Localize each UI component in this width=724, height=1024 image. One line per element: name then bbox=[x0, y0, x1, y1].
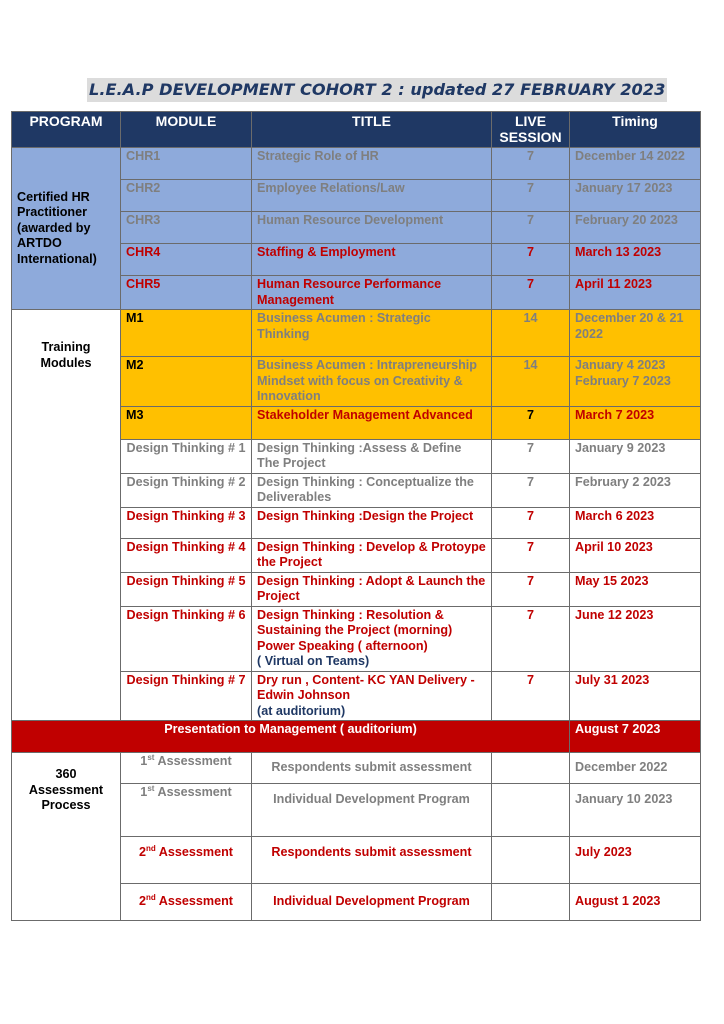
title-cell: Business Acumen : Intrapreneurship Mindset with focus on Creativity & Innovation bbox=[252, 357, 492, 407]
module-cell: CHR3 bbox=[121, 212, 252, 244]
assessment-sup: nd bbox=[145, 843, 156, 853]
timing-cell: April 10 2023 bbox=[570, 538, 701, 572]
module-cell: CHR1 bbox=[121, 148, 252, 180]
title-cell: Design Thinking : Develop & Protoype the Project bbox=[252, 538, 492, 572]
header-module: MODULE bbox=[121, 112, 252, 148]
program-chr: Certified HR Practitioner (awarded by ARTDO International) bbox=[12, 148, 121, 310]
title-cell: Employee Relations/Law bbox=[252, 180, 492, 212]
title-cell: Design Thinking : Adopt & Launch the Project bbox=[252, 572, 492, 606]
presentation-timing: August 7 2023 bbox=[570, 721, 701, 753]
title-cell: Human Resource Development bbox=[252, 212, 492, 244]
program-training: Training Modules bbox=[12, 310, 121, 721]
timing-cell: August 1 2023 bbox=[570, 884, 701, 921]
title-note: ( Virtual on Teams) bbox=[257, 654, 370, 668]
assessment-num: 1 bbox=[140, 754, 148, 768]
assessment-label bbox=[121, 753, 252, 784]
timing-cell: July 31 2023 bbox=[570, 671, 701, 721]
header-program: PROGRAM bbox=[12, 112, 121, 148]
session-cell: 7 bbox=[492, 538, 570, 572]
timing-cell: May 15 2023 bbox=[570, 572, 701, 606]
timing-cell: April 11 2023 bbox=[570, 276, 701, 310]
module-cell: CHR4 bbox=[121, 244, 252, 276]
timing-cell bbox=[570, 357, 701, 407]
module-cell: M2 bbox=[121, 357, 252, 407]
session-cell: 7 bbox=[492, 276, 570, 310]
timing-cell: July 2023 bbox=[570, 837, 701, 884]
title-cell: Individual Development Program bbox=[252, 884, 492, 921]
presentation-row bbox=[12, 721, 701, 753]
title-cell bbox=[252, 671, 492, 721]
session-cell bbox=[492, 753, 570, 784]
session-cell: 7 bbox=[492, 572, 570, 606]
module-cell: M3 bbox=[121, 406, 252, 439]
session-cell bbox=[492, 837, 570, 884]
timing-cell: February 2 2023 bbox=[570, 473, 701, 507]
assessment-text: Assessment bbox=[154, 754, 232, 768]
session-cell bbox=[492, 784, 570, 837]
session-cell: 14 bbox=[492, 310, 570, 357]
session-cell: 7 bbox=[492, 148, 570, 180]
assessment-label bbox=[121, 784, 252, 837]
assessment-sup: st bbox=[147, 752, 155, 762]
assessment-label bbox=[121, 884, 252, 921]
timing-cell: March 7 2023 bbox=[570, 406, 701, 439]
title-cell: Respondents submit assessment bbox=[252, 837, 492, 884]
program-360: 360 Assessment Process bbox=[12, 753, 121, 921]
timing-cell: December 20 & 21 2022 bbox=[570, 310, 701, 357]
module-cell: Design Thinking # 7 bbox=[121, 671, 252, 721]
assessment-text: Assessment bbox=[155, 894, 234, 909]
assessment-num: 2 bbox=[138, 845, 146, 859]
session-cell: 7 bbox=[492, 671, 570, 721]
timing-cell: December 14 2022 bbox=[570, 148, 701, 180]
table-row bbox=[12, 148, 701, 180]
session-cell: 7 bbox=[492, 473, 570, 507]
assessment-sup: nd bbox=[145, 893, 156, 903]
assessment-num: 2 bbox=[138, 894, 146, 909]
session-cell: 7 bbox=[492, 244, 570, 276]
module-cell: Design Thinking # 5 bbox=[121, 572, 252, 606]
timing-cell: February 20 2023 bbox=[570, 212, 701, 244]
module-cell: Design Thinking # 4 bbox=[121, 538, 252, 572]
module-cell: Design Thinking # 3 bbox=[121, 507, 252, 538]
table-row bbox=[12, 753, 701, 784]
title-text: Dry run , Content- KC YAN Delivery -Edwin Johnson bbox=[257, 672, 475, 702]
timing-cell: January 17 2023 bbox=[570, 180, 701, 212]
title-cell: Business Acumen : Strategic Thinking bbox=[252, 310, 492, 357]
assessment-num: 1 bbox=[140, 785, 148, 799]
session-cell: 7 bbox=[492, 180, 570, 212]
session-cell: 7 bbox=[492, 406, 570, 439]
assessment-sup: st bbox=[147, 783, 155, 793]
module-cell: CHR5 bbox=[121, 276, 252, 310]
session-cell: 7 bbox=[492, 212, 570, 244]
header-title: TITLE bbox=[252, 112, 492, 148]
title-cell: Design Thinking :Design the Project bbox=[252, 507, 492, 538]
module-cell: Design Thinking # 6 bbox=[121, 606, 252, 671]
title-cell bbox=[252, 606, 492, 671]
module-cell: Design Thinking # 2 bbox=[121, 473, 252, 507]
timing-cell: March 13 2023 bbox=[570, 244, 701, 276]
header-live-session: LIVE SESSION bbox=[492, 112, 570, 148]
timing-cell: March 6 2023 bbox=[570, 507, 701, 538]
table-row bbox=[12, 310, 701, 357]
assessment-text: Assessment bbox=[155, 845, 234, 859]
title-cell: Design Thinking : Conceptualize the Deliverables bbox=[252, 473, 492, 507]
title-cell: Design Thinking :Assess & Define The Project bbox=[252, 439, 492, 473]
session-cell bbox=[492, 884, 570, 921]
session-cell: 14 bbox=[492, 357, 570, 407]
title-cell: Individual Development Program bbox=[252, 784, 492, 837]
module-cell: CHR2 bbox=[121, 180, 252, 212]
timing-cell: December 2022 bbox=[570, 753, 701, 784]
assessment-label bbox=[121, 837, 252, 884]
timing-line: January 4 2023 bbox=[575, 358, 666, 372]
presentation-label: Presentation to Management ( auditorium) bbox=[12, 721, 570, 753]
title-cell: Stakeholder Management Advanced bbox=[252, 406, 492, 439]
timing-cell: January 9 2023 bbox=[570, 439, 701, 473]
header-timing: Timing bbox=[570, 112, 701, 148]
title-cell: Staffing & Employment bbox=[252, 244, 492, 276]
title-note: (at auditorium) bbox=[257, 703, 346, 718]
page-title: L.E.A.P DEVELOPMENT COHORT 2 : updated 27 FEBRUARY 2023 bbox=[87, 78, 667, 102]
module-cell: M1 bbox=[121, 310, 252, 357]
session-cell: 7 bbox=[492, 439, 570, 473]
timing-cell: June 12 2023 bbox=[570, 606, 701, 671]
session-cell: 7 bbox=[492, 606, 570, 671]
timing-line: February 7 2023 bbox=[575, 373, 671, 388]
schedule-table bbox=[11, 111, 701, 921]
title-cell: Respondents submit assessment bbox=[252, 753, 492, 784]
title-text: Design Thinking : Resolution & Sustaining the Project (morning) Power Speaking ( afternoon) bbox=[257, 607, 453, 653]
session-cell: 7 bbox=[492, 507, 570, 538]
header-row bbox=[12, 112, 701, 148]
module-cell: Design Thinking # 1 bbox=[121, 439, 252, 473]
assessment-text: Assessment bbox=[154, 785, 232, 799]
timing-cell: January 10 2023 bbox=[570, 784, 701, 837]
title-cell: Human Resource Performance Management bbox=[252, 276, 492, 310]
title-cell: Strategic Role of HR bbox=[252, 148, 492, 180]
